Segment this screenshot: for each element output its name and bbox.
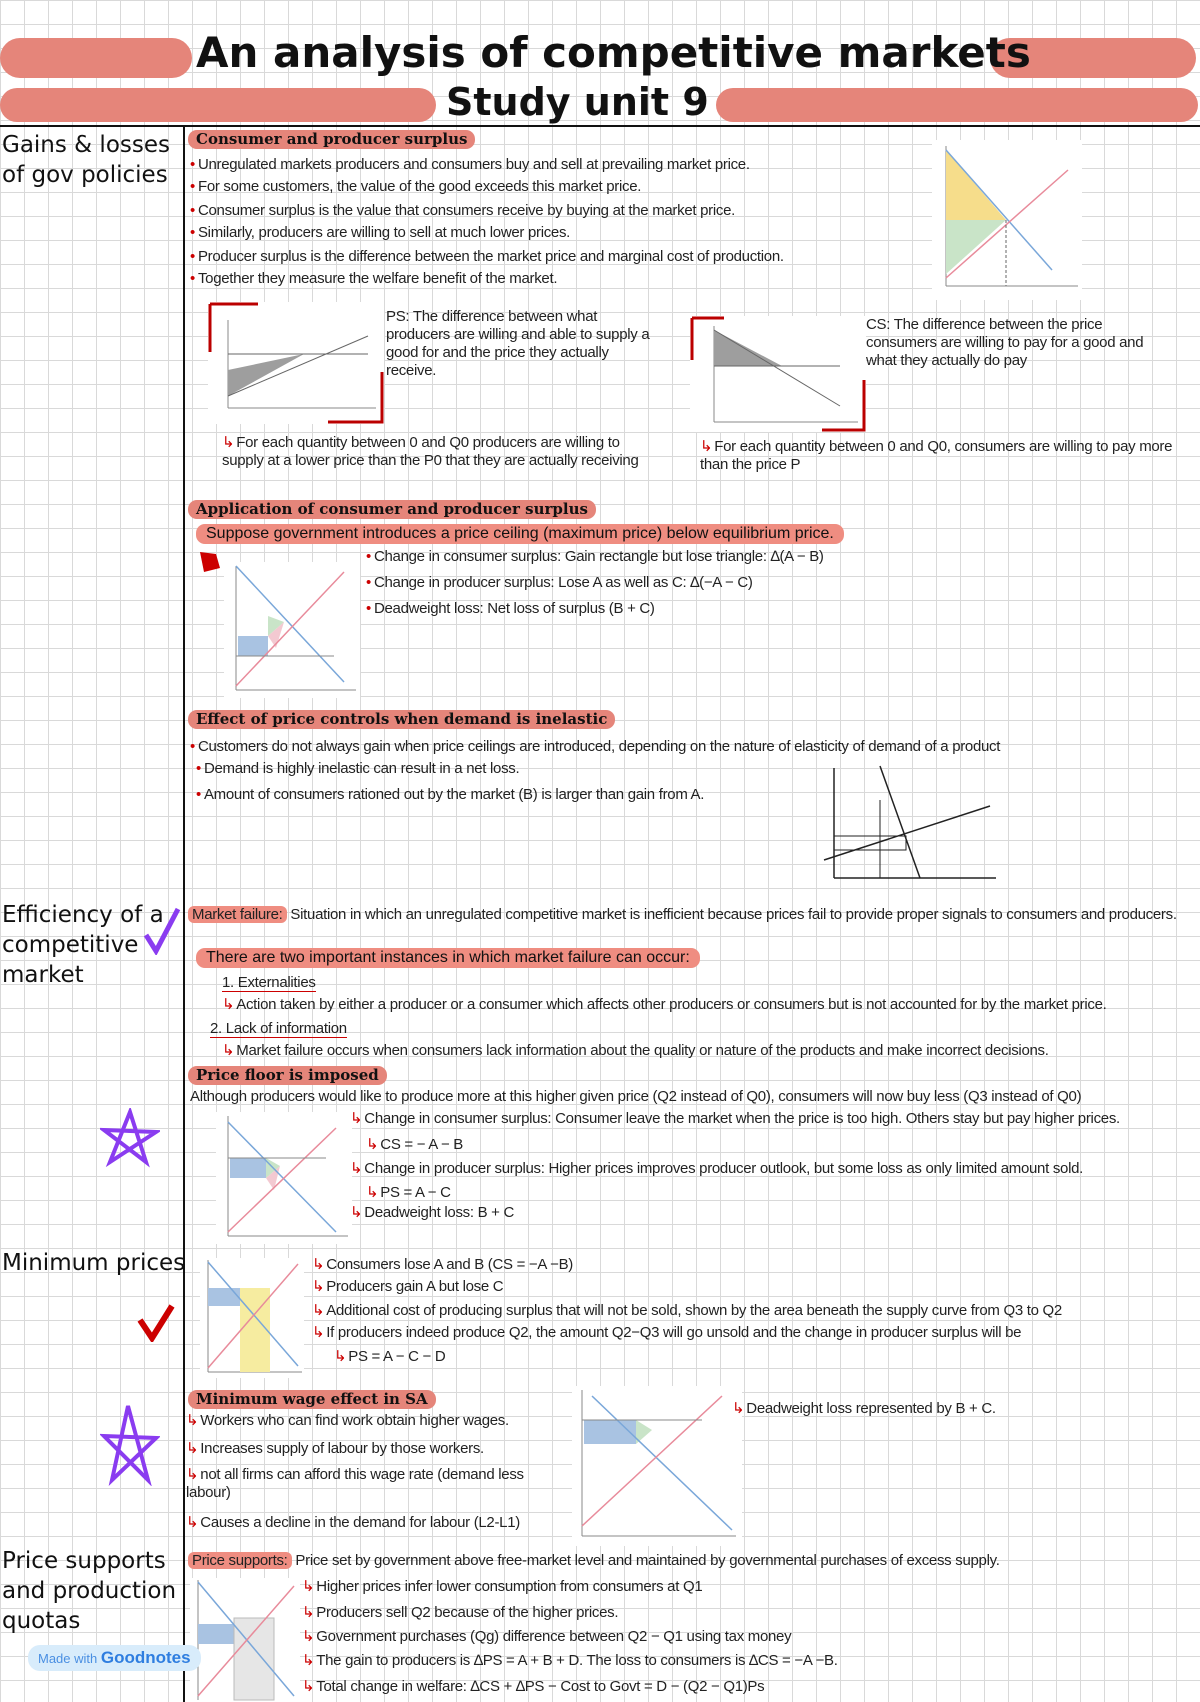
- price-supports-label: Price supports:: [188, 1552, 292, 1569]
- price-ceiling-highlight: Suppose government introduces a price ceiling (maximum price) below equilibrium price.: [196, 524, 844, 544]
- price-floor-intro: Although producers would like to produce more at this higher given price (Q2 instead of Q0), consumers will now buy less (Q3 instead of Q0): [190, 1088, 1082, 1105]
- cs-definition: CS: The difference between the price consumers are willing to pay for a good and what they actually do pay: [866, 316, 1144, 369]
- application-bullet: • Change in producer surplus: Lose A as well as C: ∆(−A − C): [366, 574, 753, 592]
- cps-bullet: • Consumer surplus is the value that consumers receive by buying at the market price.: [190, 202, 735, 220]
- purple-star-icon-2: [100, 1400, 160, 1486]
- wage-line: ↳ Workers who can find work obtain higher wages.: [186, 1412, 509, 1430]
- externalities-title: 1. Externalities: [222, 974, 316, 991]
- title-pill-left: [0, 38, 192, 78]
- purple-star-icon: [100, 1108, 160, 1168]
- lack-of-information-title: 2. Lack of information: [210, 1020, 347, 1037]
- tag-minimum-wage: Minimum wage effect in SA: [188, 1390, 436, 1409]
- price-supports-text: Price set by government above free-market level and maintained by governmental purchases of excess supply.: [295, 1552, 1000, 1569]
- margin-rule: [183, 125, 185, 1702]
- ps-note: ↳ For each quantity between 0 and Q0 producers are willing to supply at a lower price than the P0 that they are actually receiving: [222, 434, 652, 470]
- tag-inelastic-demand: Effect of price controls when demand is inelastic: [188, 710, 615, 729]
- price-floor-line: ↳ Deadweight loss: B + C: [350, 1204, 514, 1222]
- wage-line: ↳ not all firms can afford this wage rate (demand less labour): [186, 1466, 566, 1502]
- surplus-chart: [932, 140, 1082, 300]
- supports-line: ↳ Producers sell Q2 because of the higher prices.: [302, 1604, 618, 1622]
- ps-definition: PS: The difference between what producers are willing and able to supply a good for and the price they actually receive.: [386, 308, 650, 379]
- inelastic-sketch: [820, 760, 1000, 890]
- minimum-price-chart: [200, 1258, 304, 1378]
- tag-price-floor: Price floor is imposed: [188, 1066, 387, 1085]
- price-floor-chart: [216, 1112, 352, 1244]
- minimum-line: ↳ Producers gain A but lose C: [312, 1278, 503, 1296]
- supports-line: ↳ The gain to producers is ∆PS = A + B + D. The loss to consumers is ∆CS = −A −B.: [302, 1652, 838, 1670]
- lack-of-information-desc: ↳ Market failure occurs when consumers lack information about the quality or nature of the products and make incorrect decisions.: [222, 1042, 1049, 1060]
- wage-line: ↳ Causes a decline in the demand for labour (L2-L1): [186, 1514, 520, 1532]
- section-minimum-prices: Minimum prices: [2, 1250, 186, 1276]
- purple-checkmark-icon: [142, 905, 182, 955]
- page-subtitle: Study unit 9: [446, 80, 709, 124]
- market-failure-label: Market failure:: [188, 906, 287, 923]
- wage-line: ↳ Increases supply of labour by those workers.: [186, 1440, 484, 1458]
- externalities-desc: ↳ Action taken by either a producer or a consumer which affects other producers or consumers but is not accounted for by the market price.: [222, 996, 1107, 1014]
- cs-note: ↳ For each quantity between 0 and Q0, consumers are willing to pay more than the price P: [700, 438, 1180, 474]
- inelastic-bullet: • Demand is highly inelastic can result in a net loss.: [196, 760, 519, 778]
- supports-line: ↳ Higher prices infer lower consumption from consumers at Q1: [302, 1578, 702, 1596]
- price-supports-definition: [188, 1552, 1188, 1570]
- supports-line: ↳ Total change in welfare: ∆CS + ∆PS − Cost to Govt = D − (Q2 − Q1)Ps: [302, 1678, 764, 1696]
- subtitle-pill-left: [0, 88, 436, 122]
- red-checkmark-icon: [136, 1300, 176, 1342]
- price-floor-line: ↳ CS = − A − B: [366, 1136, 463, 1154]
- consumer-surplus-chart: [690, 316, 866, 432]
- market-failure-text: Situation in which an unregulated competitive market is inefficient because prices fail to provide proper signals to consumers and producers.: [290, 906, 1177, 923]
- subtitle-pill-right: [716, 88, 1198, 122]
- price-floor-line: ↳ Change in producer surplus: Higher prices improves producer outlook, but some loss as only limited amount sold.: [350, 1160, 1083, 1178]
- application-bullet: • Deadweight loss: Net loss of surplus (B + C): [366, 600, 655, 618]
- wage-deadweight-loss: ↳ Deadweight loss represented by B + C.: [732, 1400, 996, 1418]
- section-price-supports: Price supports and production quotas: [2, 1548, 177, 1634]
- price-ceiling-chart: [224, 562, 360, 698]
- badge-name: Goodnotes: [100, 1648, 191, 1667]
- goodnotes-badge: [28, 1645, 201, 1671]
- market-failure-highlight: There are two important instances in which market failure can occur:: [196, 948, 700, 968]
- cps-bullet: • For some customers, the value of the good exceeds this market price.: [190, 178, 641, 196]
- minimum-line: ↳ Consumers lose A and B (CS = −A −B): [312, 1256, 573, 1274]
- inelastic-bullet: • Customers do not always gain when price ceilings are introduced, depending on the nature of elasticity of demand of a product: [190, 738, 1000, 756]
- page-title: An analysis of competitive markets: [196, 28, 1031, 77]
- price-supports-chart: [190, 1578, 300, 1702]
- minimum-line: ↳ If producers indeed produce Q2, the amount Q2−Q3 will go unsold and the change in producer surplus will be: [312, 1324, 1021, 1342]
- supports-line: ↳ Government purchases (Qg) difference between Q2 − Q1 using tax money: [302, 1628, 791, 1646]
- cps-bullet: • Similarly, producers are willing to sell at much lower prices.: [190, 224, 570, 242]
- market-failure-definition: [188, 906, 1188, 924]
- application-bullet: • Change in consumer surplus: Gain rectangle but lose triangle: ∆(A − B): [366, 548, 824, 566]
- section-gains-losses: Gains & losses of gov policies: [2, 132, 170, 188]
- minimum-line: ↳ Additional cost of producing surplus that will not be sold, shown by the area beneath the supply curve from Q3 to Q2: [312, 1302, 1062, 1320]
- price-floor-line: ↳ PS = A − C: [366, 1184, 451, 1202]
- minimum-wage-chart: [572, 1386, 742, 1546]
- inelastic-bullet: • Amount of consumers rationed out by the market (B) is larger than gain from A.: [196, 786, 704, 804]
- price-floor-line: ↳ Change in consumer surplus: Consumer leave the market when the price is too high. Others stay but pay higher prices.: [350, 1110, 1120, 1128]
- cps-bullet: • Together they measure the welfare benefit of the market.: [190, 270, 557, 288]
- producer-surplus-chart: [208, 302, 384, 424]
- minimum-line: ↳ PS = A − C − D: [334, 1348, 445, 1366]
- cps-bullet: • Unregulated markets producers and consumers buy and sell at prevailing market price.: [190, 156, 750, 174]
- red-blob-icon: [196, 548, 222, 574]
- header-rule: [0, 125, 1200, 127]
- cps-bullet: • Producer surplus is the difference between the market price and marginal cost of production.: [190, 248, 784, 266]
- tag-application-surplus: Application of consumer and producer surplus: [188, 500, 596, 519]
- badge-prefix: Made with: [38, 1651, 98, 1666]
- section-efficiency: Efficiency of a competitive market: [2, 902, 164, 988]
- tag-consumer-producer-surplus: Consumer and producer surplus: [188, 130, 475, 149]
